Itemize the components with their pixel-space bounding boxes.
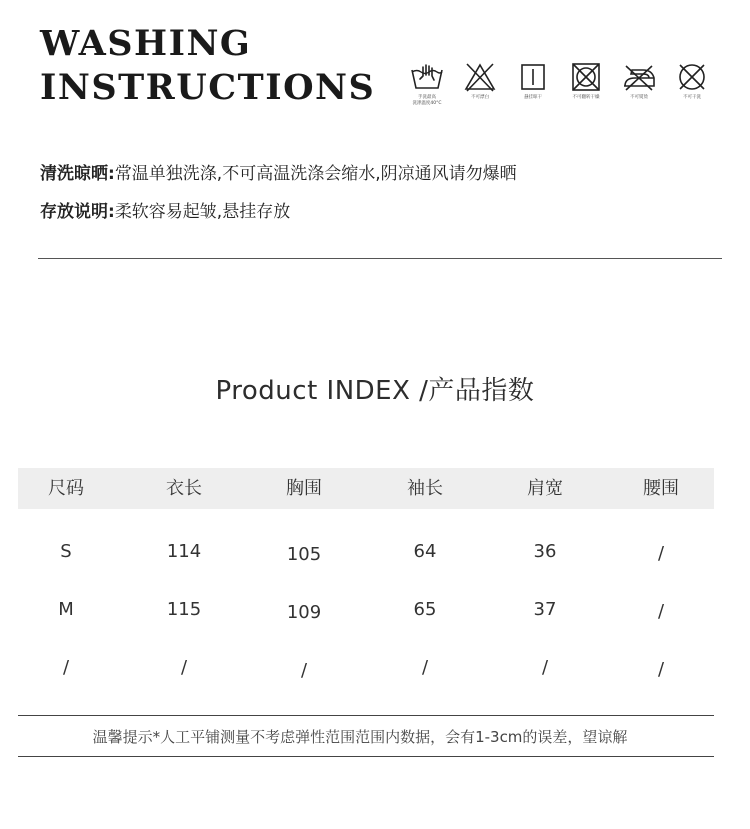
no-bleach-caption: 不可漂白: [471, 95, 489, 100]
table-cell: 109: [286, 602, 322, 623]
storage-label: 存放说明:: [40, 202, 115, 222]
title-line-1: WASHING: [40, 23, 252, 64]
care-icon-item: [455, 62, 505, 101]
care-icon-item: [508, 62, 558, 101]
care-icon-item: [667, 62, 717, 101]
table-cell: /: [421, 657, 429, 678]
table-cell: /: [180, 657, 188, 678]
size-table-header: [18, 468, 714, 509]
page-title: [40, 22, 375, 110]
table-cell: 64: [413, 541, 437, 562]
hand-wash-caption: 手洗最高 洗涤温度40°C: [412, 95, 442, 106]
table-cell: /: [657, 601, 665, 622]
table-cell: 37: [533, 599, 557, 620]
table-row: [18, 595, 714, 625]
table-cell: 115: [166, 599, 202, 620]
table-cell: M: [58, 599, 74, 620]
note-divider-top: [18, 715, 714, 716]
table-cell: 114: [166, 541, 202, 562]
table-cell: /: [300, 660, 308, 681]
title-line-2: INSTRUCTIONS: [40, 67, 376, 108]
no-dry-clean-caption: 不可干洗: [683, 95, 701, 100]
table-cell: S: [60, 541, 72, 562]
measurement-note: 温馨提示*人工平铺测量不考虑弹性范围范围内数据，会有1-3cm的误差，望谅解: [92, 728, 628, 746]
hand-wash-icon: [409, 62, 445, 92]
product-index-title: Product INDEX /产品指数: [215, 376, 535, 406]
no-dry-clean-icon: [675, 62, 709, 92]
table-row: [18, 653, 714, 683]
table-cell: /: [657, 543, 665, 564]
header-shoulder: 肩宽: [527, 478, 563, 499]
header-chest: 胸围: [286, 478, 322, 499]
header-size: 尺码: [48, 478, 84, 499]
hang-dry-caption: 悬挂晾干: [524, 95, 542, 100]
note-divider-bottom: [18, 756, 714, 757]
care-icon-item: [614, 62, 664, 101]
table-cell: 105: [286, 544, 322, 565]
no-iron-caption: 不可熨烫: [630, 95, 648, 100]
care-icon-item: [561, 62, 611, 101]
header-sleeve: 袖长: [407, 478, 443, 499]
table-cell: /: [62, 657, 70, 678]
wash-label: 清洗晾晒:: [40, 164, 115, 184]
header-waist: 腰围: [643, 478, 679, 499]
hang-dry-icon: [518, 62, 548, 92]
table-row: [18, 537, 714, 567]
storage-instruction-line: [40, 200, 290, 224]
wash-instruction-line: [40, 162, 517, 186]
table-cell: 65: [413, 599, 437, 620]
care-icons: [402, 62, 722, 114]
table-cell: 36: [533, 541, 557, 562]
no-bleach-icon: [463, 62, 497, 92]
storage-text: 柔软容易起皱,悬挂存放: [114, 202, 291, 222]
section-divider: [38, 258, 722, 259]
care-icon-item: [402, 62, 452, 107]
wash-text: 常温单独洗涤,不可高温洗涤会缩水,阴凉通风请勿爆晒: [114, 164, 517, 184]
no-tumble-dry-caption: 不可翻转干燥: [572, 95, 600, 100]
table-cell: /: [541, 657, 549, 678]
no-tumble-dry-icon: [569, 62, 603, 92]
header-length: 衣长: [166, 478, 202, 499]
table-cell: /: [657, 659, 665, 680]
no-iron-icon: [621, 62, 657, 92]
